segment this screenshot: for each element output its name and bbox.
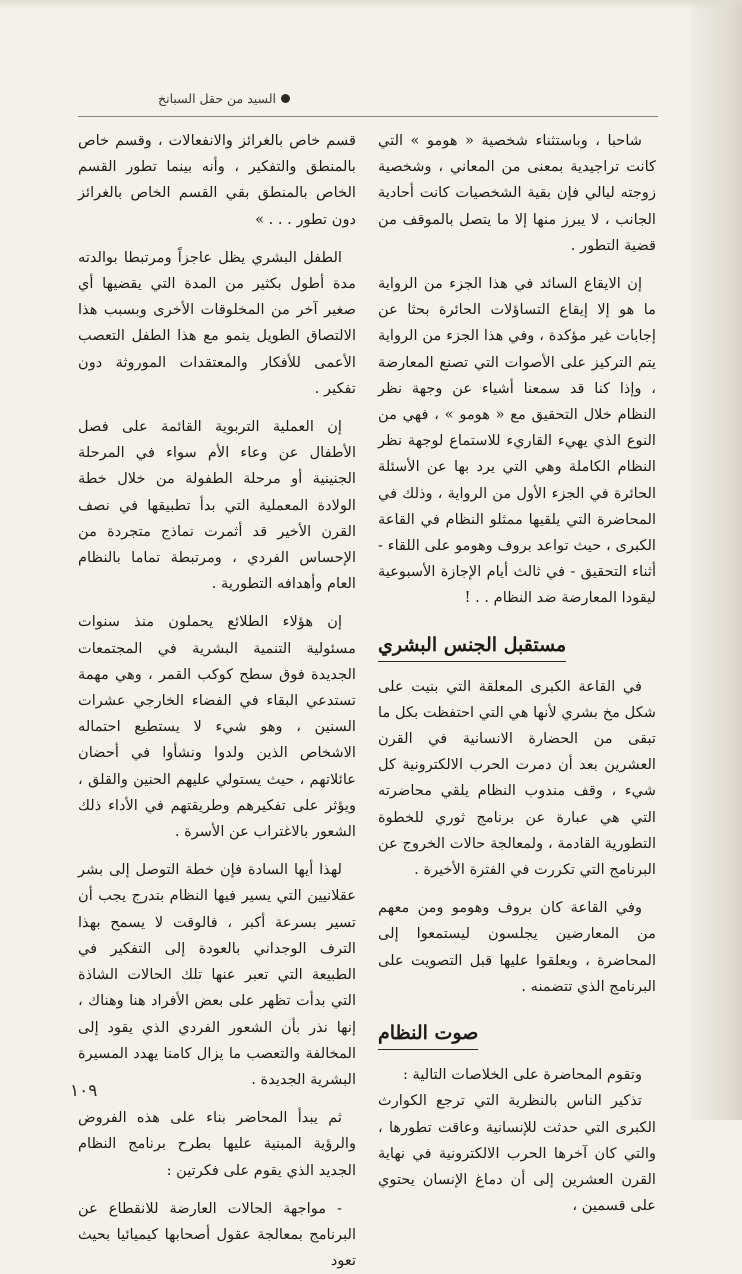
scan-page-edge [690,0,742,1120]
paragraph: إن الايقاع السائد في هذا الجزء من الرواية ما هو إلا إيقاع التساؤلات الحائرة بحثا عن إجابات غير مؤكدة ، وفي هذا الجزء من الرواية يتم التركيز على الأصوات التي تصنع المعارضة ، وإذا كنا قد سمعنا أشياء عن وجهة نظر النظام خلال التحقيق مع « هومو » ، فهي من النوع الذي يهيء القاريء للاستماع لوجهة نظر النظام الكاملة وهي التي يرد بها عن الأسئلة الحائرة في الجزء الأول من الرواية ، وذلك في المحاضرة التي يلقيها ممثلو النظام في القاعة الكبرى ، حيث تواعد بروف وهومو على اللقاء - أثناء التحقيق - في ثالث أيام الإجازة الأسبوعية ليقودا المعارضة ضد النظام . . ! [378,275,656,607]
paragraph: وفي القاعة كان بروف وهومو ومن معهم من المعارضين يجلسون ليستمعوا إلى المحاضرة ، ويعلقوا عليها قبل التصويت على البرنامج الذي تتضمنه . [378,899,656,995]
paragraph: شاحبا ، وباستثناء شخصية « هومو » التي كانت تراجيدية بمعنى من المعاني ، وشخصية زوجته ليالي فإن بقية الشخصيات كانت أحادية الجانب ، لا يبرز منها إلا ما يتصل بالموقف من قضية التطور . [378,132,656,254]
section-heading-future-of-mankind: مستقبل الجنس البشري [378,630,566,662]
paragraph: في القاعة الكبرى المعلقة التي بنيت على شكل مخ بشري لأنها هي التي احتفظت بكل ما تبقى من الحضارة الانسانية في القرن العشرين بعد أن دمرت الحرب الالكترونية كل شيء ، وقف مندوب النظام يلقي محاضرته التي هي عبارة عن برنامج ثوري للخطوة التطورية القادمة ، ولمعالجة حالات الخروج عن البرنامج التي تكررت في الفترة الأخيرة . [378,677,656,879]
running-header [80,91,290,106]
header-rule [78,116,658,117]
scan-top-shadow [0,0,742,10]
page-number: ١٠٩ [70,1081,98,1101]
right-column [378,128,656,1215]
paragraph: إن هؤلاء الطلائع يحملون منذ سنوات مسئولية التنمية البشرية في المجتمعات الجديدة فوق سطح كوكب القمر ، وهي مهمة تستدعي البقاء في الفضاء الخارجي عشرات السنين ، وهو شيء لا يستطيع احتماله الاشخاص الذين ولدوا ونشأوا في أحضان عائلاتهم ، حيث يستولي عليهم الحنين والقلق ، ويؤثر على تفكيرهم وطريقتهم في الأداء ذلك الشعور بالاغتراب عن الأسرة . [78,613,356,841]
running-header-title: السيد من حقل السبانخ [158,91,276,106]
section-heading-voice-of-the-system: صوت النظام [378,1018,478,1050]
paragraph: ثم يبدأ المحاضر بناء على هذه الفروض والرؤية المبنية عليها بطرح برنامج النظام الجديد الذي يقوم على فكرتين : [78,1109,356,1179]
paragraph: الطفل البشري يظل عاجزاً ومرتبطا بوالدته مدة أطول بكثير من المدة التي يقضيها أي صغير آخر من المخلوقات الأخرى وبسبب هذا الالتصاق الطويل ينمو مع هذا الطفل التعصب الأعمى للأفكار والمعتقدات الموروثة دون تفكير . [78,248,356,397]
paragraph: وتقوم المحاضرة على الخلاصات التالية : [402,1066,642,1084]
paragraph: إن العملية التربوية القائمة على فصل الأطفال عن وعاء الأم سواء في المرحلة الجنينية أو مرحلة الطفولة من خلال خطة الولادة المعملية التي بدأ تطبيقها في نصف القرن الأخير قد أثمرت نماذج متجردة من الإحساس الفردي ، ومرتبطة تماما بالنظام العام وأهدافه التطورية . [78,418,356,593]
paragraph: تذكير الناس بالنظرية التي ترجع الكوارث الكبرى التي حدثت للإنسانية وعاقت تطورها ، والتي كان آخرها الحرب الالكترونية في نهاية القرن العشرين إلى أن دماغ الإنسان يحتوي على قسمين ، [378,1092,656,1215]
paragraph: قسم خاص بالغرائز والانفعالات ، وقسم خاص بالمنطق والتفكير ، وأنه بينما تطور القسم الخاص بالمنطق بقي القسم الخاص بالغرائز دون تطور . . . » [78,132,356,228]
paragraph: - مواجهة الحالات العارضة للانقطاع عن البرنامج بمعالجة عقول أصحابها كيميائيا بحيث تعود [78,1199,356,1270]
paragraph: لهذا أيها السادة فإن خطة التوصل إلى بشر عقلانيين التي يسير فيها النظام بتدرج يجب أن تسير بسرعة أكبر ، فالوقت لا يسمح بهذا الترف الوجداني بالعودة إلى التفكير في الطبيعة التي تعبر عنها تلك الحالات الشاذة التي بدأت تظهر على بعض الأفراد هنا وهناك ، إنها نذر بأن الشعور الفردي الذي يقود إلى المخالفة والتعصب ما يزال كامنا يهدد المسيرة البشرية الجديدة . [78,861,356,1088]
bullet-icon [281,94,290,103]
